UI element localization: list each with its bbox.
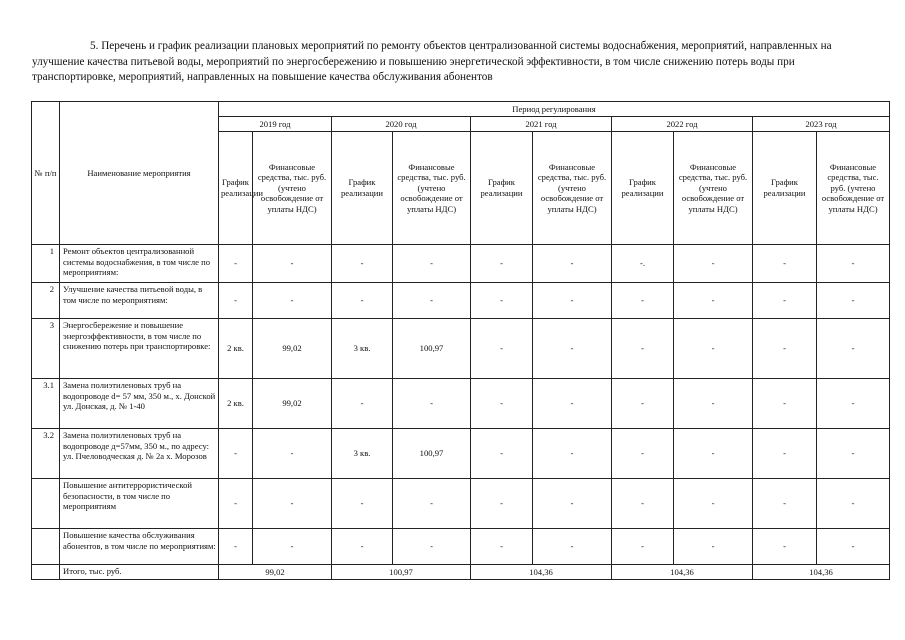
row-name: Повышение антитеррористической безопасности, в том числе по мероприятиям (60, 479, 219, 529)
cell: - (471, 479, 533, 529)
table-row (32, 479, 890, 529)
cell: - (471, 379, 533, 429)
row-number: 2 (32, 283, 60, 319)
row-name: Замена полиэтиленовых труб на водопроводе д=57мм, 350 м., по адресу: ул. Пчеловодческая д. № 2а х. Морозов (60, 429, 219, 479)
header-year: 2021 год (471, 117, 612, 132)
total-num-cell (32, 565, 60, 580)
header-finance: Финансовые средства, тыс. руб. (учтено освобождение от уплаты НДС) (817, 132, 890, 245)
cell: - (817, 429, 890, 479)
total-value: 99,02 (219, 565, 332, 580)
header-year: 2020 год (332, 117, 471, 132)
cell: - (612, 529, 674, 565)
header-schedule: График реализации (753, 132, 817, 245)
cell: - (817, 479, 890, 529)
table-row (32, 319, 890, 379)
cell: - (471, 319, 533, 379)
cell: - (753, 529, 817, 565)
cell: - (332, 379, 393, 429)
cell: - (393, 479, 471, 529)
cell: 3 кв. (332, 319, 393, 379)
cell: - (612, 283, 674, 319)
cell: - (393, 283, 471, 319)
cell: - (253, 479, 332, 529)
total-value: 104,36 (471, 565, 612, 580)
cell: - (533, 379, 612, 429)
row-name: Улучшение качества питьевой воды, в том числе по мероприятиям: (60, 283, 219, 319)
cell: - (817, 245, 890, 283)
cell: - (817, 379, 890, 429)
row-name: Повышение качества обслуживания абонентов, в том числе по мероприятиям: (60, 529, 219, 565)
cell: - (471, 245, 533, 283)
header-year: 2023 год (753, 117, 890, 132)
plan-table (31, 101, 890, 580)
cell: - (219, 283, 253, 319)
cell: - (332, 529, 393, 565)
cell: - (674, 479, 753, 529)
cell: - (612, 379, 674, 429)
cell: - (674, 319, 753, 379)
cell: - (393, 379, 471, 429)
row-name: Замена полиэтиленовых труб на водопроводе d= 57 мм, 350 м., х. Донской ул. Донская, д. № 1-40 (60, 379, 219, 429)
cell: - (253, 529, 332, 565)
cell: 100,97 (393, 429, 471, 479)
header-year: 2019 год (219, 117, 332, 132)
total-value: 104,36 (753, 565, 890, 580)
header-finance: Финансовые средства, тыс. руб. (учтено освобождение от уплаты НДС) (253, 132, 332, 245)
cell: - (612, 479, 674, 529)
cell: - (332, 479, 393, 529)
row-number (32, 529, 60, 565)
cell: 2 кв. (219, 319, 253, 379)
cell: - (753, 245, 817, 283)
cell: - (674, 529, 753, 565)
cell: - (753, 379, 817, 429)
row-number: 3 (32, 319, 60, 379)
cell: - (753, 283, 817, 319)
cell: -. (612, 245, 674, 283)
header-finance: Финансовые средства, тыс. руб. (учтено освобождение от уплаты НДС) (393, 132, 471, 245)
header-finance: Финансовые средства, тыс. руб. (учтено освобождение от уплаты НДС) (533, 132, 612, 245)
header-num: № п/п (32, 102, 60, 245)
table-row (32, 529, 890, 565)
header-finance: Финансовые средства, тыс. руб. (учтено освобождение от уплаты НДС) (674, 132, 753, 245)
cell: - (753, 319, 817, 379)
header-schedule: График реализации (332, 132, 393, 245)
cell: - (219, 429, 253, 479)
cell: - (332, 245, 393, 283)
cell: 99,02 (253, 319, 332, 379)
row-name: Ремонт объектов централизованной системы водоснабжения, в том числе по мероприятиям: (60, 245, 219, 283)
cell: 3 кв. (332, 429, 393, 479)
cell: - (471, 529, 533, 565)
cell: - (674, 429, 753, 479)
cell: - (219, 245, 253, 283)
row-number: 3.1 (32, 379, 60, 429)
cell: - (253, 245, 332, 283)
cell: 2 кв. (219, 379, 253, 429)
section-heading: 5. Перечень и график реализации плановых мероприятий по ремонту объектов централизованной системы водоснабжения, мероприятий, направленных на улучшение качества питьевой воды, мероприятий по энергосбережению и повышению энергетической эффективности, в том числе снижению потерь воды при транспортировке, мероприятий, направленных на повышение качества обслуживания абонентов (32, 40, 832, 83)
cell: 99,02 (253, 379, 332, 429)
total-row (32, 565, 890, 580)
cell: - (471, 429, 533, 479)
cell: - (753, 479, 817, 529)
cell: - (393, 529, 471, 565)
cell: - (253, 429, 332, 479)
table-row (32, 379, 890, 429)
total-value: 104,36 (612, 565, 753, 580)
cell: - (674, 283, 753, 319)
cell: - (674, 245, 753, 283)
cell: - (533, 529, 612, 565)
cell: - (533, 479, 612, 529)
header-schedule: График реализации (471, 132, 533, 245)
cell: - (612, 319, 674, 379)
row-number: 1 (32, 245, 60, 283)
cell: - (533, 429, 612, 479)
cell: - (817, 529, 890, 565)
cell: - (332, 283, 393, 319)
header-year: 2022 год (612, 117, 753, 132)
cell: - (393, 245, 471, 283)
row-name: Энергосбережение и повышение энергоэффективности, в том числе по снижению потерь при транспортировке: (60, 319, 219, 379)
cell: - (817, 283, 890, 319)
total-label: Итого, тыс. руб. (60, 565, 219, 580)
total-value: 100,97 (332, 565, 471, 580)
cell: - (533, 245, 612, 283)
row-number (32, 479, 60, 529)
table-row (32, 429, 890, 479)
header-schedule: График реализации (612, 132, 674, 245)
cell: - (817, 319, 890, 379)
cell: - (471, 283, 533, 319)
cell: - (612, 429, 674, 479)
table-row (32, 283, 890, 319)
cell: - (533, 283, 612, 319)
cell: - (253, 283, 332, 319)
cell: 100,97 (393, 319, 471, 379)
cell: - (533, 319, 612, 379)
cell: - (219, 529, 253, 565)
cell: - (674, 379, 753, 429)
header-period: Период регулирования (219, 102, 890, 117)
header-name: Наименование мероприятия (60, 102, 219, 245)
cell: - (753, 429, 817, 479)
cell: - (219, 479, 253, 529)
header-row-period (32, 102, 890, 117)
row-number: 3.2 (32, 429, 60, 479)
header-schedule: График реализации (219, 132, 253, 245)
table-row (32, 245, 890, 283)
